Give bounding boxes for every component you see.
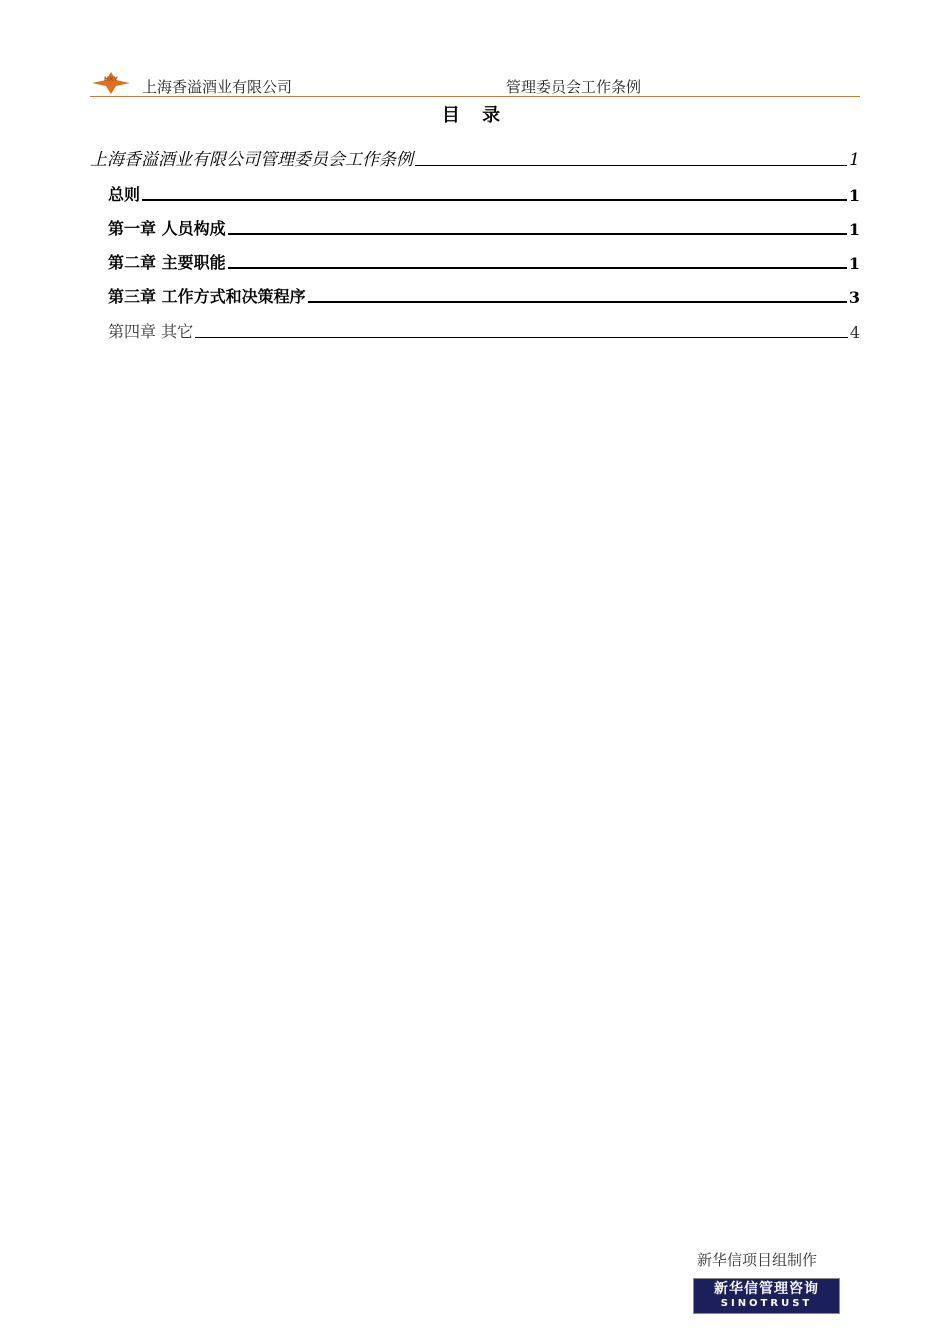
toc-leader [308,301,847,303]
toc-entry-main-title[interactable] [90,146,860,170]
page-header [90,70,860,97]
toc-entry-page: 4 [849,323,860,342]
toc-entry-page: 3 [848,288,860,307]
toc-entry-general[interactable] [108,181,860,205]
toc-entry-chapter-3[interactable] [108,283,860,307]
company-logo-icon [90,72,132,94]
toc-leader [228,233,847,235]
toc-entry-page: 1 [849,150,860,170]
toc-leader [228,267,847,269]
toc-entry-label: 上海香溢酒业有限公司管理委员会工作条例 [90,150,413,170]
sinotrust-logo-en: SINOTRUST [720,1298,813,1309]
sinotrust-logo [693,1278,840,1314]
toc-entry-label: 第一章 人员构成 [108,219,226,238]
toc-entry-label: 总则 [108,185,141,204]
toc-entry-label: 第二章 主要职能 [108,253,226,272]
toc-entry-chapter-4[interactable] [108,318,860,342]
sinotrust-logo-cn: 新华信管理咨询 [714,1281,819,1297]
toc-leader [415,165,847,166]
toc-entry-label: 第四章 其它 [108,322,194,341]
header-document-name: 管理委员会工作条例 [506,78,642,96]
toc-title: 目 录 [441,105,509,126]
svg-text:HXY: HXY [104,76,118,83]
toc-entry-page: 1 [848,186,860,205]
header-company-name: 上海香溢酒业有限公司 [142,78,293,96]
footer-credit: 新华信项目组制作 [697,1251,818,1269]
toc-entry-page: 1 [848,254,860,273]
toc-leader [142,199,847,201]
toc-entry-chapter-2[interactable] [108,249,860,273]
toc-entry-page: 1 [848,220,860,239]
toc-entry-label: 第三章 工作方式和决策程序 [108,287,306,306]
toc-entry-chapter-1[interactable] [108,215,860,239]
toc-leader [195,337,848,338]
